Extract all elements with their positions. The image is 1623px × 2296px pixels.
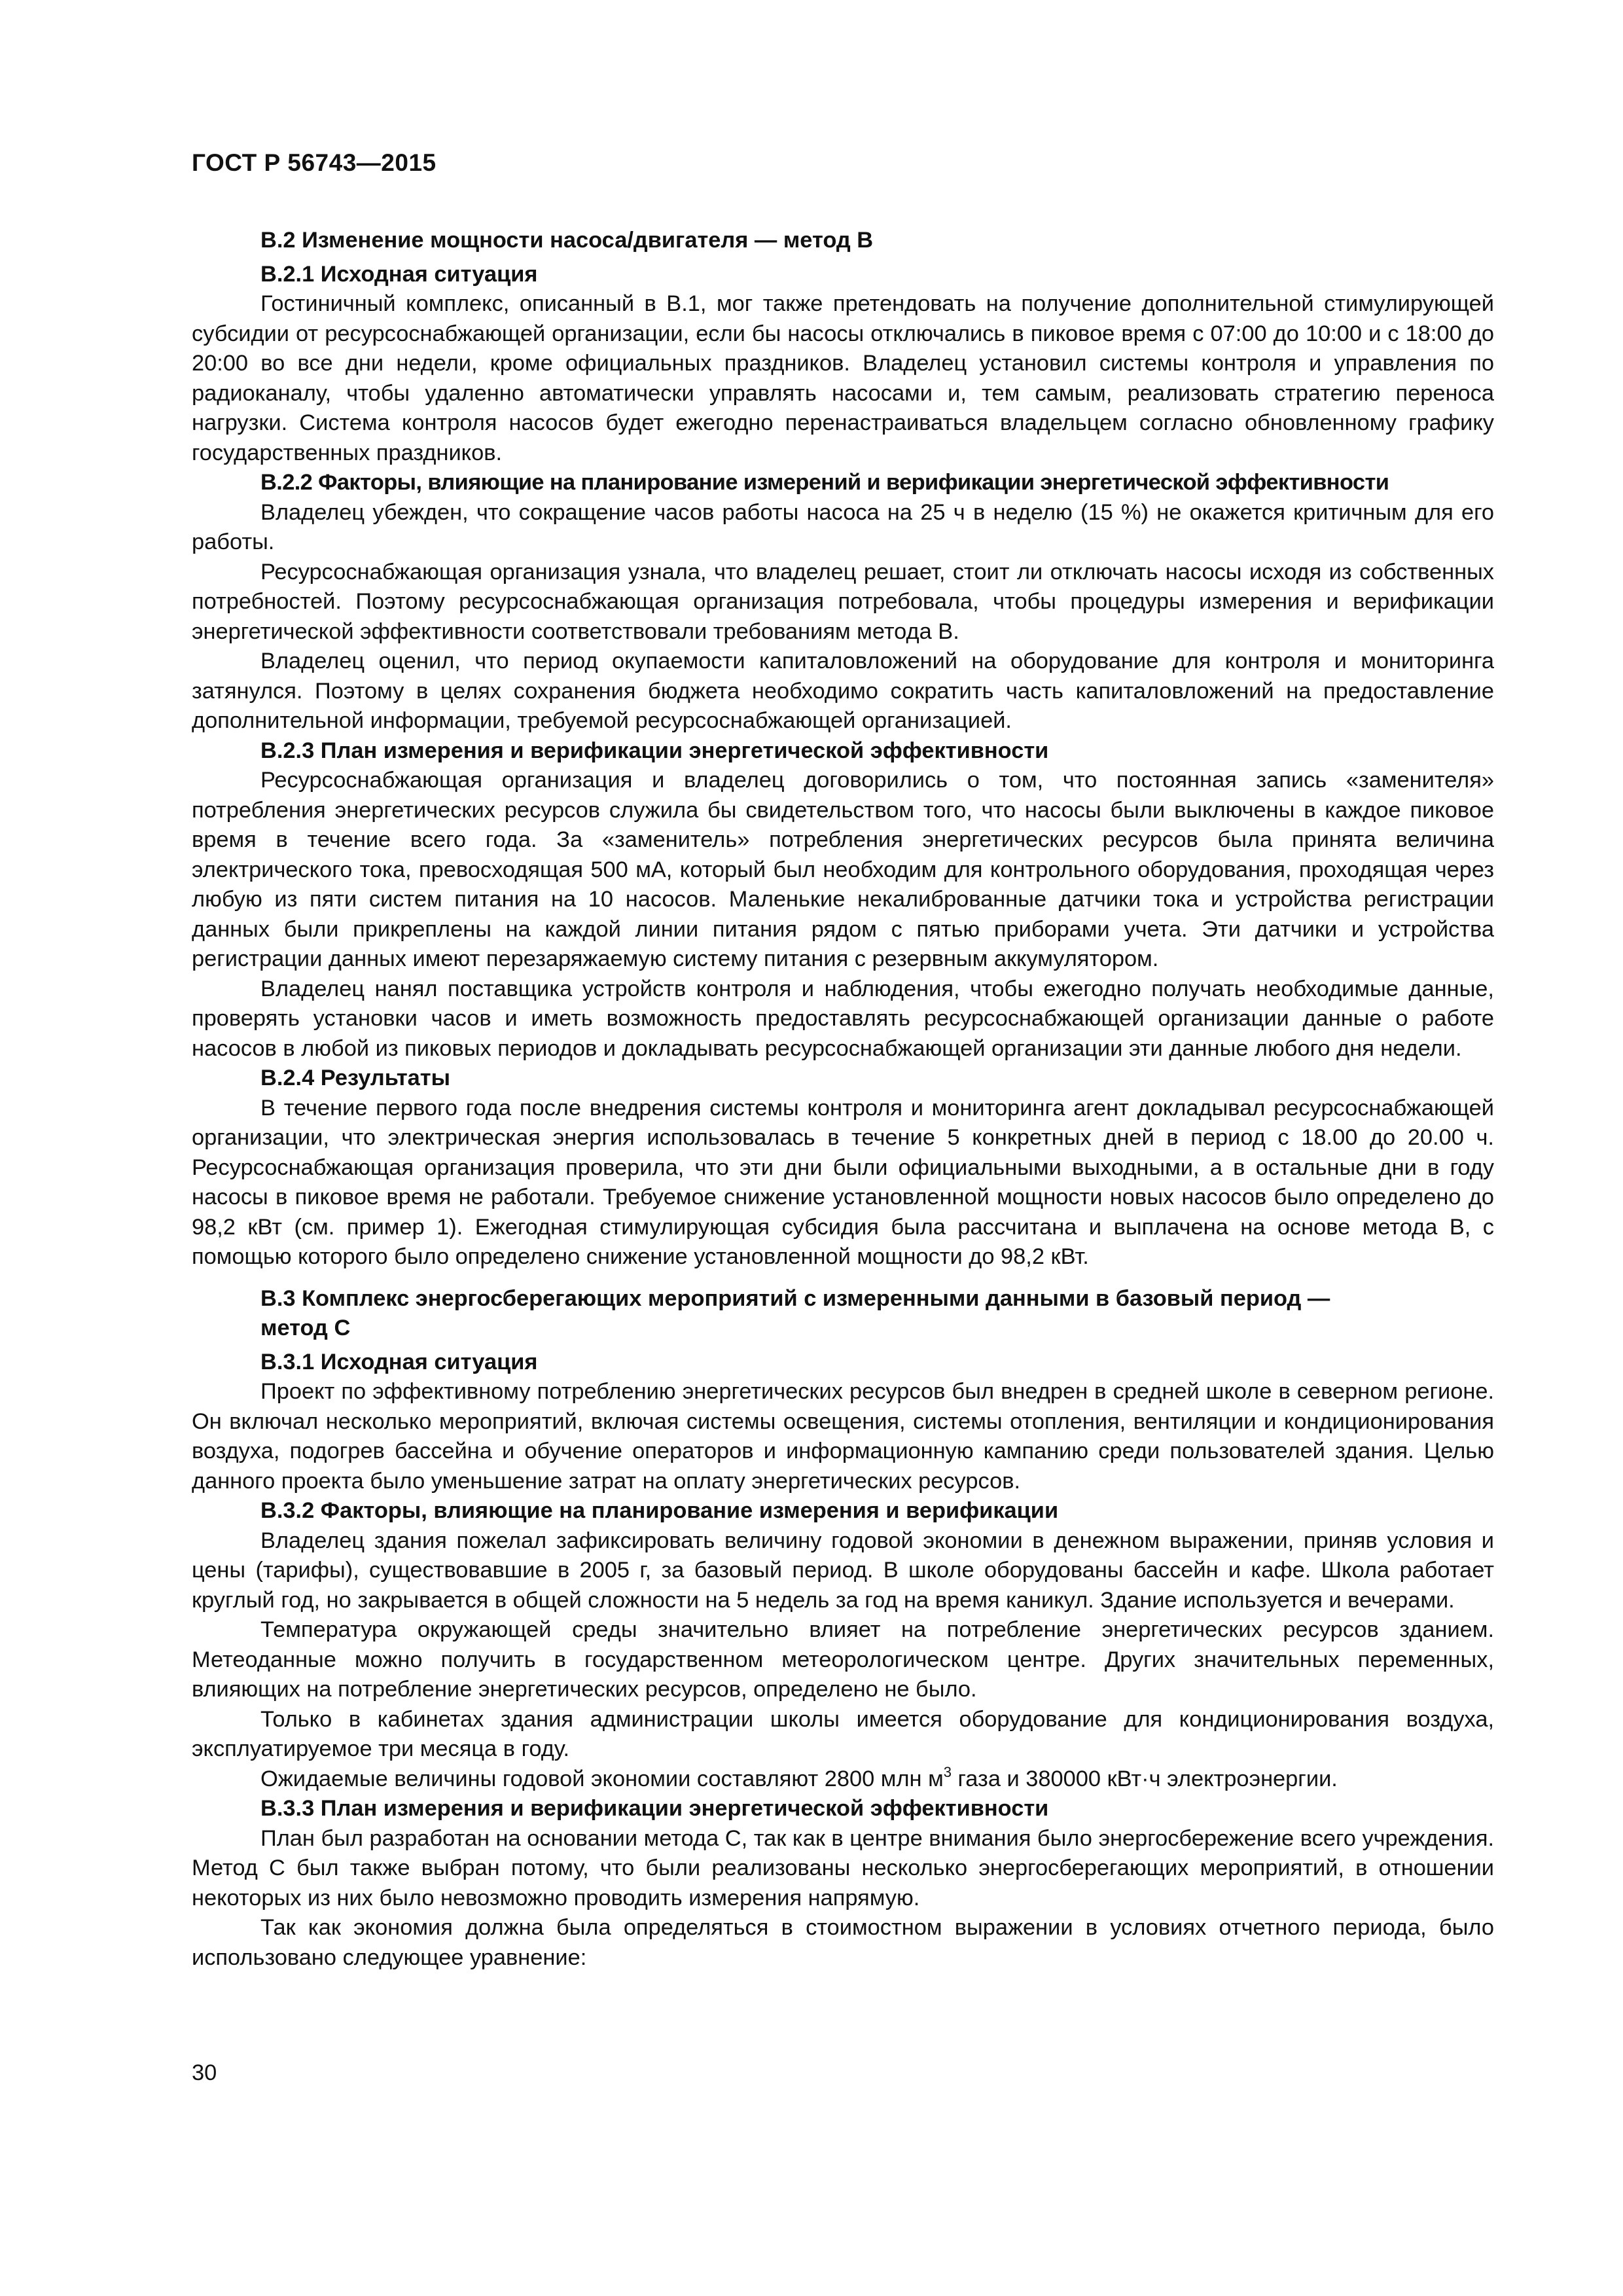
subsection-heading-b3-1: В.3.1 Исходная ситуация <box>260 1349 538 1374</box>
subsection-heading-b2-2: В.2.2 Факторы, влияющие на планирование измерений и верификации энергетической эффективности <box>260 470 1389 495</box>
section-heading-b3-line1: В.3 Комплекс энергосберегающих мероприятий с измеренными данными в базовый период — <box>260 1285 1330 1311</box>
subsection-heading-b2-3: В.2.3 План измерения и верификации энергетической эффективности <box>260 738 1049 763</box>
paragraph: Температура окружающей среды значительно влияет на потребление энергетических ресурсов зданием. Метеоданные можно получить в государственном метеорологическом центре. Других значительных переменных, влияющих на потребление энергетических ресурсов, определено не было. <box>192 1617 1494 1702</box>
paragraph-expected-savings: Ожидаемые величины годовой экономии составляют 2800 млн $м^3$ газа и 380000 кВт·ч электроэнергии. <box>260 1763 1338 1791</box>
page-number: 30 <box>192 2060 217 2085</box>
paragraph: Так как экономия должна была определяться в стоимостном выражении в условиях отчетного периода, было использовано следующее уравнение: <box>192 1915 1494 1970</box>
paragraph: Ресурсоснабжающая организация узнала, что владелец решает, стоит ли отключать насосы исходя из собственных потребностей. Поэтому ресурсоснабжающая организация потребовала, чтобы процедуры измерения и верификации энергетической эффективности соответствовали требованиям метода В. <box>192 559 1494 644</box>
subsection-heading-b3-2: В.3.2 Факторы, влияющие на планирование измерения и верификации <box>260 1498 1059 1523</box>
paragraph: В течение первого года после внедрения системы контроля и мониторинга агент докладывал ресурсоснабжающей организации, что электрическая энергия использовалась в течение 5 конкретных дней в период с 18.00 до 20.00 ч. Ресурсоснабжающая организация проверила, что эти дни были официальными выходными, а в остальные дни в году насосы в пиковое время не работали. Требуемое снижение установленной мощности новых насосов было определено до 98,2 кВт (см. пример 1). Ежегодная стимулирующая субсидия была рассчитана и выплачена на основе метода В, с помощью которого было определено снижение установленной мощности до 98,2 кВт. <box>192 1095 1494 1269</box>
section-heading-b3 <box>192 1284 1494 1344</box>
section-heading-b2: В.2 Изменение мощности насоса/двигателя — метод В <box>260 228 874 253</box>
paragraph: Проект по эффективному потреблению энергетических ресурсов был внедрен в средней школе в северном регионе. Он включал несколько мероприятий, включая системы освещения, системы отопления, вентиляции и кондиционирования воздуха, подогрев бассейна и обучение операторов и информационную кампанию среди пользователей здания. Целью данного проекта было уменьшение затрат на оплату энергетических ресурсов. <box>192 1379 1494 1494</box>
subsection-heading-b2-4: В.2.4 Результаты <box>260 1066 451 1090</box>
paragraph: Гостиничный комплекс, описанный в В.1, мог также претендовать на получение дополнительной стимулирующей субсидии от ресурсоснабжающей организации, если бы насосы отключались в пиковое время с 07:00 до 10:00 и с 18:00 до 20:00 во все дни недели, кроме официальных праздников. Владелец установил системы контроля и управления по радиоканалу, чтобы удаленно автоматически управлять насосами и, тем самым, реализовать стратегию переноса нагрузки. Система контроля насосов будет ежегодно перенастраиваться владельцем согласно обновленному графику государственных праздников. <box>192 291 1494 465</box>
paragraph: Владелец нанял поставщика устройств контроля и наблюдения, чтобы ежегодно получать необходимые данные, проверять установки часов и иметь возможность предоставлять ресурсоснабжающей организации данные о работе насосов в любой из пиковых периодов и докладывать ресурсоснабжающей организации эти данные любого дня недели. <box>192 976 1494 1061</box>
subsection-heading-b3-3: В.3.3 План измерения и верификации энергетической эффективности <box>260 1796 1049 1821</box>
paragraph: Ресурсоснабжающая организация и владелец договорились о том, что постоянная запись «заменителя» потребления энергетических ресурсов служила бы свидетельством того, что насосы были выключены в каждое пиковое время в течение всего года. За «заменитель» потребления энергетических ресурсов была принята величина электрического тока, превосходящая 500 мА, который был необходим для контрольного оборудования, проходящая через любую из пяти систем питания на 10 насосов. Маленькие некалиброванные датчики тока и устройства регистрации данных были прикреплены на каждой линии питания рядом с пятью приборами учета. Эти датчики и устройства регистрации данных имеют перезаряжаемую систему питания с резервным аккумулятором. <box>192 768 1494 971</box>
document-header: ГОСТ Р 56743—2015 <box>192 149 437 176</box>
section-heading-b3-line2: метод С <box>260 1316 351 1340</box>
paragraph: Только в кабинетах здания администрации школы имеется оборудование для кондиционирования воздуха, эксплуатируемое три месяца в году. <box>192 1706 1494 1761</box>
paragraph: Владелец оценил, что период окупаемости капиталовложений на оборудование для контроля и мониторинга затянулся. Поэтому в целях сохранения бюджета необходимо сократить часть капиталовложений на предоставление дополнительной информации, требуемой ресурсоснабжающей организацией. <box>192 649 1494 733</box>
paragraph: План был разработан на основании метода С, так как в центре внимания было энергосбережение всего учреждения. Метод С был также выбран потому, что были реализованы несколько энергосберегающих мероприятий, в отношении некоторых из них было невозможно проводить измерения напрямую. <box>192 1825 1494 1910</box>
document-body <box>192 226 1494 1973</box>
paragraph: Владелец здания пожелал зафиксировать величину годовой экономии в денежном выражении, приняв условия и цены (тарифы), существовавшие в 2005 г, за базовый период. В школе оборудованы бассейн и кафе. Школа работает круглый год, но закрывается в общей сложности на 5 недель за год на время каникул. Здание используется и вечерами. <box>192 1528 1494 1613</box>
subsection-heading-b2-1: В.2.1 Исходная ситуация <box>260 261 538 287</box>
paragraph: Владелец убежден, что сокращение часов работы насоса на 25 ч в неделю (15 %) не окажется критичным для его работы. <box>192 499 1494 554</box>
